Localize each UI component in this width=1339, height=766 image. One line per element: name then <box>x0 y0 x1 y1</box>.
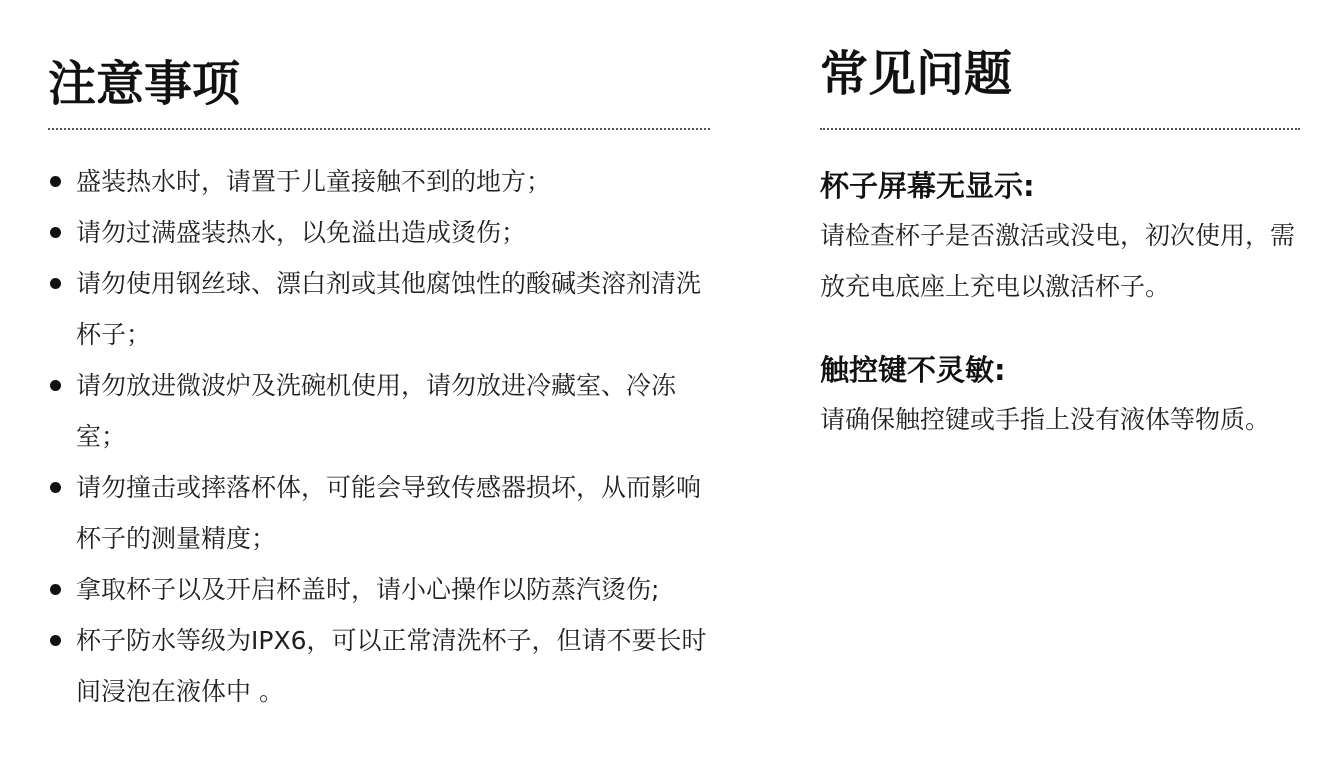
precaution-item <box>48 207 710 258</box>
precaution-text: 盛装热水时，请置于儿童接触不到的地方； <box>76 167 552 196</box>
precaution-item <box>48 156 710 207</box>
precautions-section <box>48 56 710 717</box>
faq-answer: 请检查杯子是否激活或没电，初次使用，需放充电底座上充电以激活杯子。 <box>820 221 1296 301</box>
bullet-icon <box>50 635 61 646</box>
bullet-icon <box>50 482 61 493</box>
bullet-icon <box>50 176 61 187</box>
faq-item <box>820 166 1300 312</box>
faq-question: 杯子屏幕无显示: <box>820 169 1035 203</box>
precaution-text: 拿取杯子以及开启杯盖时，请小心操作以防蒸汽烫伤; <box>76 575 660 604</box>
precaution-text: 请勿过满盛装热水，以免溢出造成烫伤； <box>76 218 527 247</box>
bullet-icon <box>50 278 61 289</box>
bullet-icon <box>50 380 61 391</box>
faq-answer: 请确保触控键或手指上没有液体等物质。 <box>820 405 1271 434</box>
precautions-title: 注意事项 <box>48 56 241 112</box>
faq-question: 触控键不灵敏: <box>820 353 1006 387</box>
precaution-text: 杯子防水等级为IPX6，可以正常清洗杯子，但请不要长时间浸泡在液体中 。 <box>76 626 707 706</box>
faq-section <box>820 46 1300 445</box>
precaution-text: 请勿撞击或摔落杯体，可能会导致传感器损坏，从而影响杯子的测量精度； <box>76 473 702 553</box>
precaution-item <box>48 615 710 717</box>
precaution-item <box>48 258 710 360</box>
precaution-text: 请勿放进微波炉及洗碗机使用，请勿放进冷藏室、冷冻室； <box>76 371 677 451</box>
precautions-list <box>48 156 710 717</box>
faq-title: 常见问题 <box>820 46 1013 102</box>
precaution-item <box>48 360 710 462</box>
precautions-divider <box>48 128 710 130</box>
faq-divider <box>820 128 1300 130</box>
precaution-item <box>48 564 710 615</box>
precaution-text: 请勿使用钢丝球、漂白剂或其他腐蚀性的酸碱类溶剂清洗杯子； <box>76 269 702 349</box>
precaution-item <box>48 462 710 564</box>
faq-item <box>820 350 1300 445</box>
bullet-icon <box>50 227 61 238</box>
bullet-icon <box>50 584 61 595</box>
